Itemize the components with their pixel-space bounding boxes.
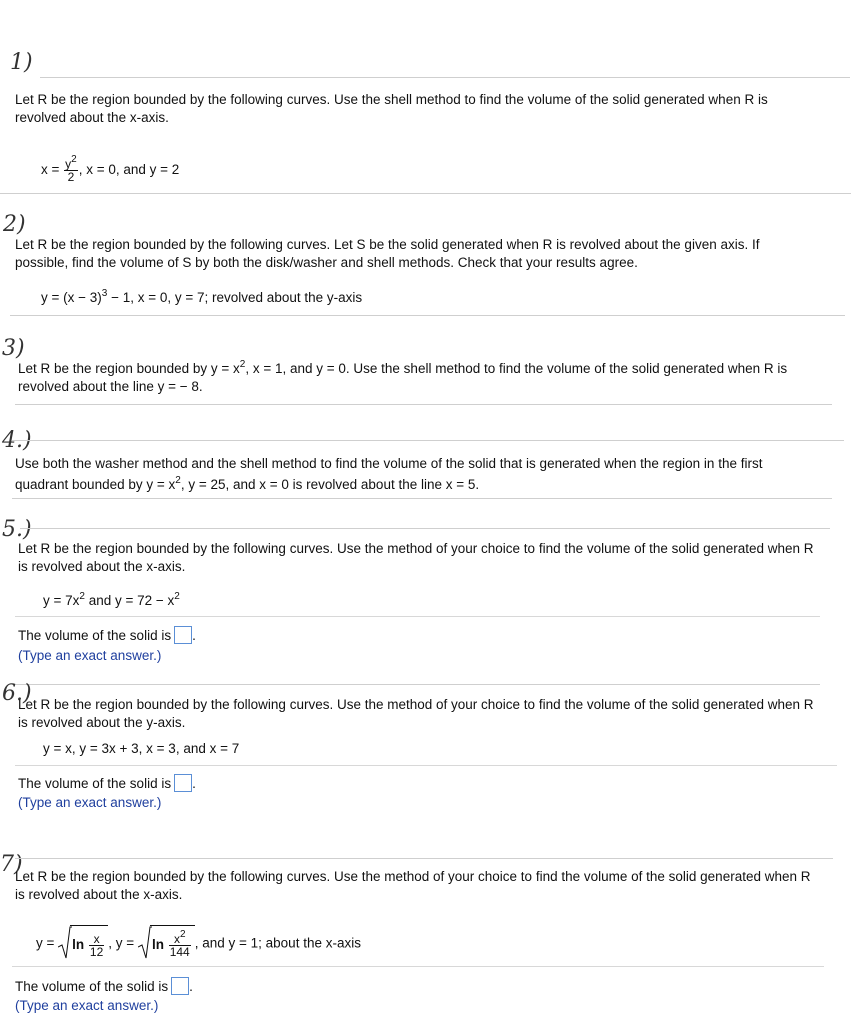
answer-label-text: The volume of the solid is bbox=[18, 776, 172, 791]
answer-label-text: The volume of the solid is bbox=[18, 628, 172, 643]
question-6-hint: (Type an exact answer.) bbox=[18, 795, 162, 810]
question-1-text: Let R be the region bounded by the following curves. Use the shell method to find the volume of the solid generated when R is revolved about the x-axis. bbox=[15, 92, 768, 125]
question-3-text bbox=[18, 360, 818, 396]
answer-input[interactable] bbox=[174, 626, 192, 644]
question-5-text: Let R be the region bounded by the following curves. Use the method of your choice to find the volume of the solid generated when R is revolved about the x-axis. bbox=[18, 541, 814, 574]
exponent: 2 bbox=[71, 154, 77, 165]
divider bbox=[40, 77, 850, 78]
divider bbox=[12, 966, 824, 967]
eq-lhs: x = bbox=[41, 162, 60, 178]
ln-label: ln bbox=[72, 937, 85, 952]
answer-label-text: The volume of the solid is bbox=[15, 979, 169, 994]
question-7-equation bbox=[36, 925, 361, 963]
question-2-text: Let R be the region bounded by the following curves. Let S be the solid generated when R is revolved about the given axis. If possible, find the volume of S by both the disk/washer and shell methods. Check that your results agree. bbox=[15, 237, 760, 270]
divider bbox=[15, 616, 820, 617]
divider bbox=[15, 684, 820, 685]
sqrt-sign-icon bbox=[58, 925, 72, 961]
divider bbox=[0, 193, 851, 194]
eq-rest: , and y = 1; about the x-axis bbox=[194, 935, 361, 951]
text-part: Let R be the region bounded by y = x bbox=[18, 361, 240, 376]
sqrt-sign-icon bbox=[138, 925, 152, 961]
ln-label: ln bbox=[151, 937, 164, 952]
question-6-answer-label: The volume of the solid is . bbox=[18, 776, 196, 791]
sqrt-1 bbox=[58, 925, 108, 963]
question-4-number: 4.) bbox=[2, 428, 32, 453]
question-7-hint: (Type an exact answer.) bbox=[15, 998, 159, 1013]
eq-part: − 1, x = 0, y = 7; revolved about the y-axis bbox=[107, 290, 363, 305]
exponent: 2 bbox=[174, 591, 180, 602]
eq-part: y = bbox=[36, 935, 55, 951]
question-4-text bbox=[15, 453, 815, 495]
question-5-hint: (Type an exact answer.) bbox=[18, 648, 162, 663]
eq-part: y = (x − 3) bbox=[41, 290, 102, 305]
eq-part: , y = bbox=[108, 935, 135, 951]
question-7-answer-label: The volume of the solid is . bbox=[15, 979, 193, 994]
frac-numerator: x bbox=[89, 933, 104, 946]
question-7-number: 7) bbox=[0, 852, 23, 877]
text-part: , x = 1, and y = 0. Use the shell method to find the volume of the solid generated when R is revolved about the line y = − 8. bbox=[18, 361, 788, 394]
divider bbox=[10, 315, 845, 316]
fraction bbox=[89, 933, 104, 958]
eq-rest: , x = 0, and y = 2 bbox=[78, 162, 180, 178]
question-6-number: 6.) bbox=[2, 681, 32, 706]
question-5-answer-label: The volume of the solid is . bbox=[18, 628, 196, 643]
question-7-text: Let R be the region bounded by the following curves. Use the method of your choice to find the volume of the solid generated when R is revolved about the x-axis. bbox=[15, 869, 811, 902]
divider bbox=[12, 440, 844, 441]
frac-numerator: x bbox=[173, 931, 180, 946]
eq-part: and y = 72 − x bbox=[84, 593, 175, 608]
question-1-equation bbox=[41, 154, 180, 184]
answer-input[interactable] bbox=[171, 977, 189, 995]
exponent: 2 bbox=[239, 359, 246, 370]
question-5-equation bbox=[43, 592, 180, 610]
question-6-equation: y = x, y = 3x + 3, x = 3, and x = 7 bbox=[43, 741, 240, 756]
frac-denominator: 2 bbox=[67, 170, 75, 184]
question-3-number: 3) bbox=[2, 336, 25, 361]
text-part: Use both the washer method and the shell method to find the volume of the solid that is generated when the region in the first quadrant bounded by y = x bbox=[15, 456, 763, 492]
eq-part: y = 7x bbox=[43, 593, 80, 608]
divider bbox=[20, 528, 830, 529]
text-part: , y = 25, and x = 0 is revolved about the line x = 5. bbox=[180, 477, 480, 492]
question-5-number: 5.) bbox=[2, 517, 32, 542]
frac-numerator: y bbox=[65, 157, 72, 171]
question-2-number: 2) bbox=[3, 212, 26, 237]
fraction bbox=[169, 928, 191, 959]
exponent: 2 bbox=[175, 475, 181, 486]
question-1-number: 1) bbox=[10, 50, 33, 75]
fraction bbox=[64, 154, 78, 184]
divider bbox=[15, 858, 833, 859]
exponent: 3 bbox=[101, 288, 108, 299]
divider bbox=[15, 765, 837, 766]
exponent: 2 bbox=[79, 591, 85, 602]
exponent: 2 bbox=[179, 928, 186, 940]
question-6-text: Let R be the region bounded by the following curves. Use the method of your choice to find the volume of the solid generated when R is revolved about the y-axis. bbox=[18, 697, 814, 730]
frac-denominator: 144 bbox=[169, 944, 190, 959]
divider bbox=[15, 404, 832, 405]
frac-denominator: 12 bbox=[89, 944, 104, 959]
divider bbox=[12, 498, 832, 499]
sqrt-2 bbox=[138, 925, 195, 963]
answer-input[interactable] bbox=[174, 774, 192, 792]
question-2-equation bbox=[41, 289, 362, 307]
